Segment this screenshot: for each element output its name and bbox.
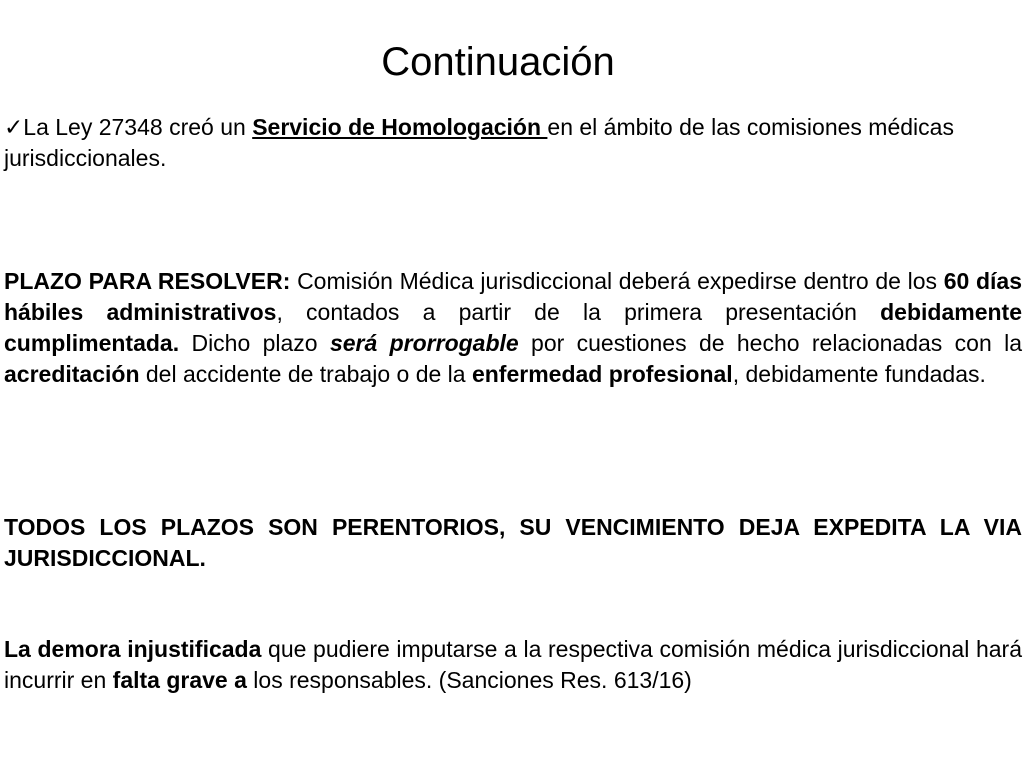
plazo-complete: debidamente cumplimentada. — [4, 299, 1022, 356]
plazo-label: PLAZO PARA RESOLVER: — [4, 268, 291, 294]
demora-text-1: que pudiere imputarse a la respectiva comisión médica jurisdiccional hará incurrir en — [4, 636, 1022, 693]
plazo-text-2: , contados a partir de la primera presentación — [276, 299, 881, 325]
check-mark-icon: ✓ — [4, 114, 24, 140]
plazo-days: 60 días hábiles administrativos — [4, 268, 1023, 325]
demora-text-2: los responsables. (Sanciones Res. 613/16) — [246, 667, 692, 693]
plazo-text-3: Dicho plazo — [179, 330, 330, 356]
plazo-paragraph — [4, 266, 1022, 390]
intro-text-end: en el ámbito de las comisiones médicas jurisdiccionales. — [4, 114, 954, 171]
demora-paragraph — [4, 634, 1022, 696]
plazo-text-6: , debidamente fundadas. — [732, 361, 986, 387]
plazo-text-5: del accidente de trabajo o de la — [139, 361, 472, 387]
intro-text-start: La Ley 27348 creó un — [23, 114, 253, 140]
plazo-text-4: por cuestiones de hecho relacionadas con la — [518, 330, 1022, 356]
demora-delay: La demora injustificada — [4, 636, 262, 662]
perentorios-paragraph — [4, 512, 1022, 574]
plazo-extendable: será prorrogable — [329, 330, 519, 356]
plazo-text-1: Comisión Médica jurisdiccional deberá expedirse dentro de los — [290, 268, 944, 294]
plazo-disease: enfermedad profesional — [471, 361, 733, 387]
slide-title: Continuación — [381, 40, 615, 84]
demora-fault: falta grave a — [112, 667, 247, 693]
perentorios-text: TODOS LOS PLAZOS SON PERENTORIOS, SU VENCIMIENTO DEJA EXPEDITA LA VIA JURISDICCIONAL. — [4, 514, 1022, 571]
intro-paragraph — [4, 112, 1022, 174]
servicio-homologacion-term: Servicio de Homologación — [252, 114, 548, 140]
plazo-accreditation: acreditación — [4, 361, 140, 387]
